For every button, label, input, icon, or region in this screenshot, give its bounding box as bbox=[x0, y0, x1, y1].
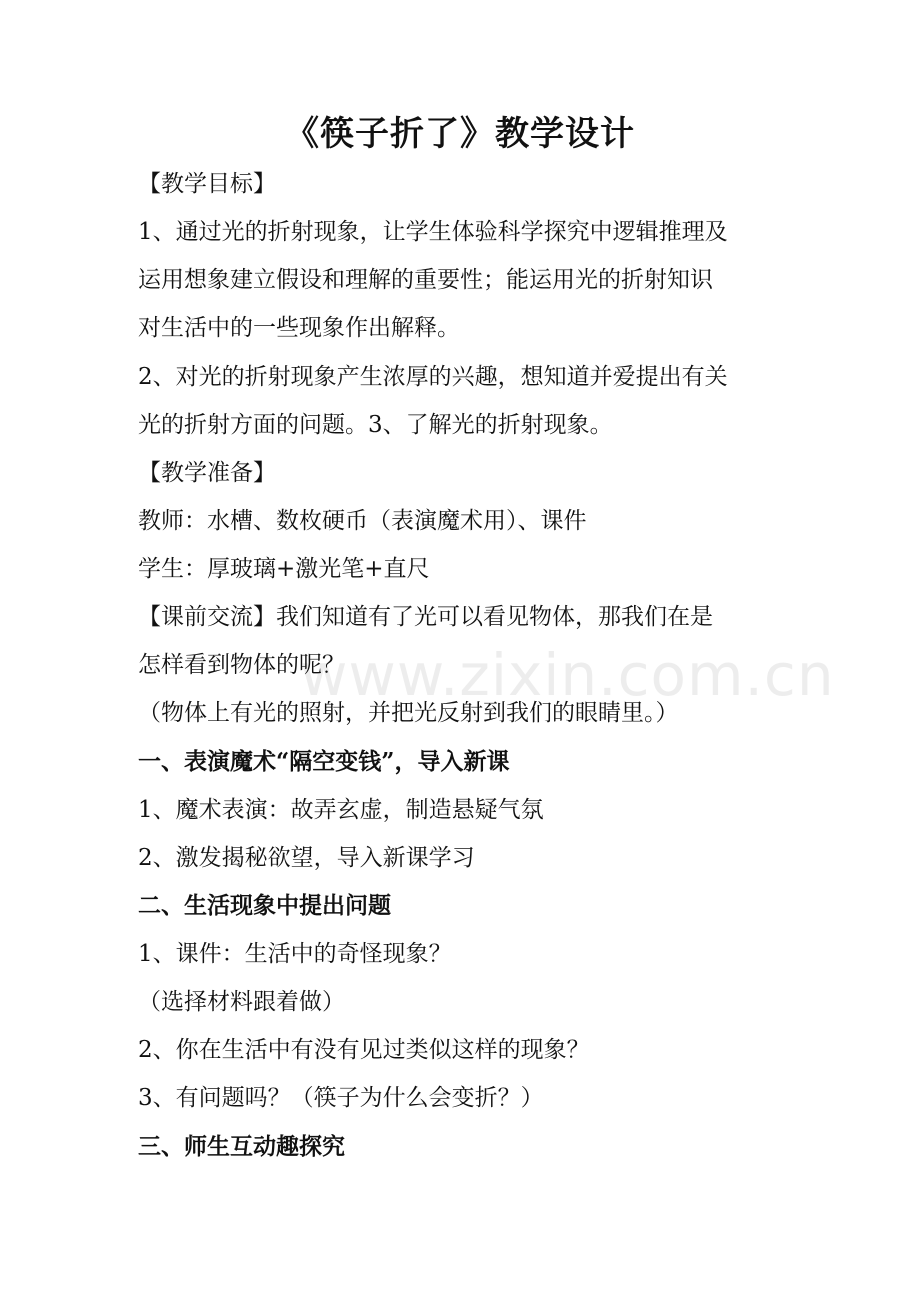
paragraph-line: 1、魔术表演：故弄玄虚，制造悬疑气氛 bbox=[138, 797, 544, 823]
paragraph-line: 3、有问题吗？（筷子为什么会变折？） bbox=[138, 1085, 544, 1111]
paragraph-line: 光的折射方面的问题。3、了解光的折射现象。 bbox=[138, 412, 613, 438]
paragraph-line: 学生：厚玻璃+激光笔+直尺 bbox=[138, 556, 430, 582]
paragraph-line: 2、对光的折射现象产生浓厚的兴趣，想知道并爱提出有关 bbox=[138, 364, 728, 390]
watermark: www.zixin.com.cn bbox=[300, 641, 835, 709]
paragraph-line: 1、通过光的折射现象，让学生体验科学探究中逻辑推理及 bbox=[138, 219, 728, 245]
paragraph-line: （物体上有光的照射，并把光反射到我们的眼睛里。） bbox=[138, 700, 679, 726]
section-heading-one: 一、表演魔术“隔空变钱”，导入新课 bbox=[138, 748, 510, 775]
paragraph-line: （选择材料跟着做） bbox=[138, 989, 345, 1015]
paragraph-line: 1、课件：生活中的奇怪现象？ bbox=[138, 941, 452, 967]
paragraph-line: 运用想象建立假设和理解的重要性；能运用光的折射知识 bbox=[138, 267, 713, 293]
section-heading-objectives: 【教学目标】 bbox=[138, 171, 276, 197]
paragraph-line: 2、激发揭秘欲望，导入新课学习 bbox=[138, 845, 475, 871]
paragraph-line: 2、你在生活中有没有见过类似这样的现象？ bbox=[138, 1037, 590, 1063]
paragraph-line: 教师：水槽、数枚硬币（表演魔术用）、课件 bbox=[138, 508, 587, 534]
document-title: 《筷子折了》教学设计 bbox=[285, 114, 635, 154]
section-heading-preparation: 【教学准备】 bbox=[138, 460, 276, 486]
paragraph-line: 怎样看到物体的呢？ bbox=[138, 652, 345, 678]
paragraph-line: 对生活中的一些现象作出解释。 bbox=[138, 315, 460, 341]
section-heading-three: 三、师生互动趣探究 bbox=[138, 1133, 345, 1160]
section-heading-two: 二、生活现象中提出问题 bbox=[138, 892, 391, 919]
paragraph-line: 【课前交流】我们知道有了光可以看见物体，那我们在是 bbox=[138, 604, 713, 630]
